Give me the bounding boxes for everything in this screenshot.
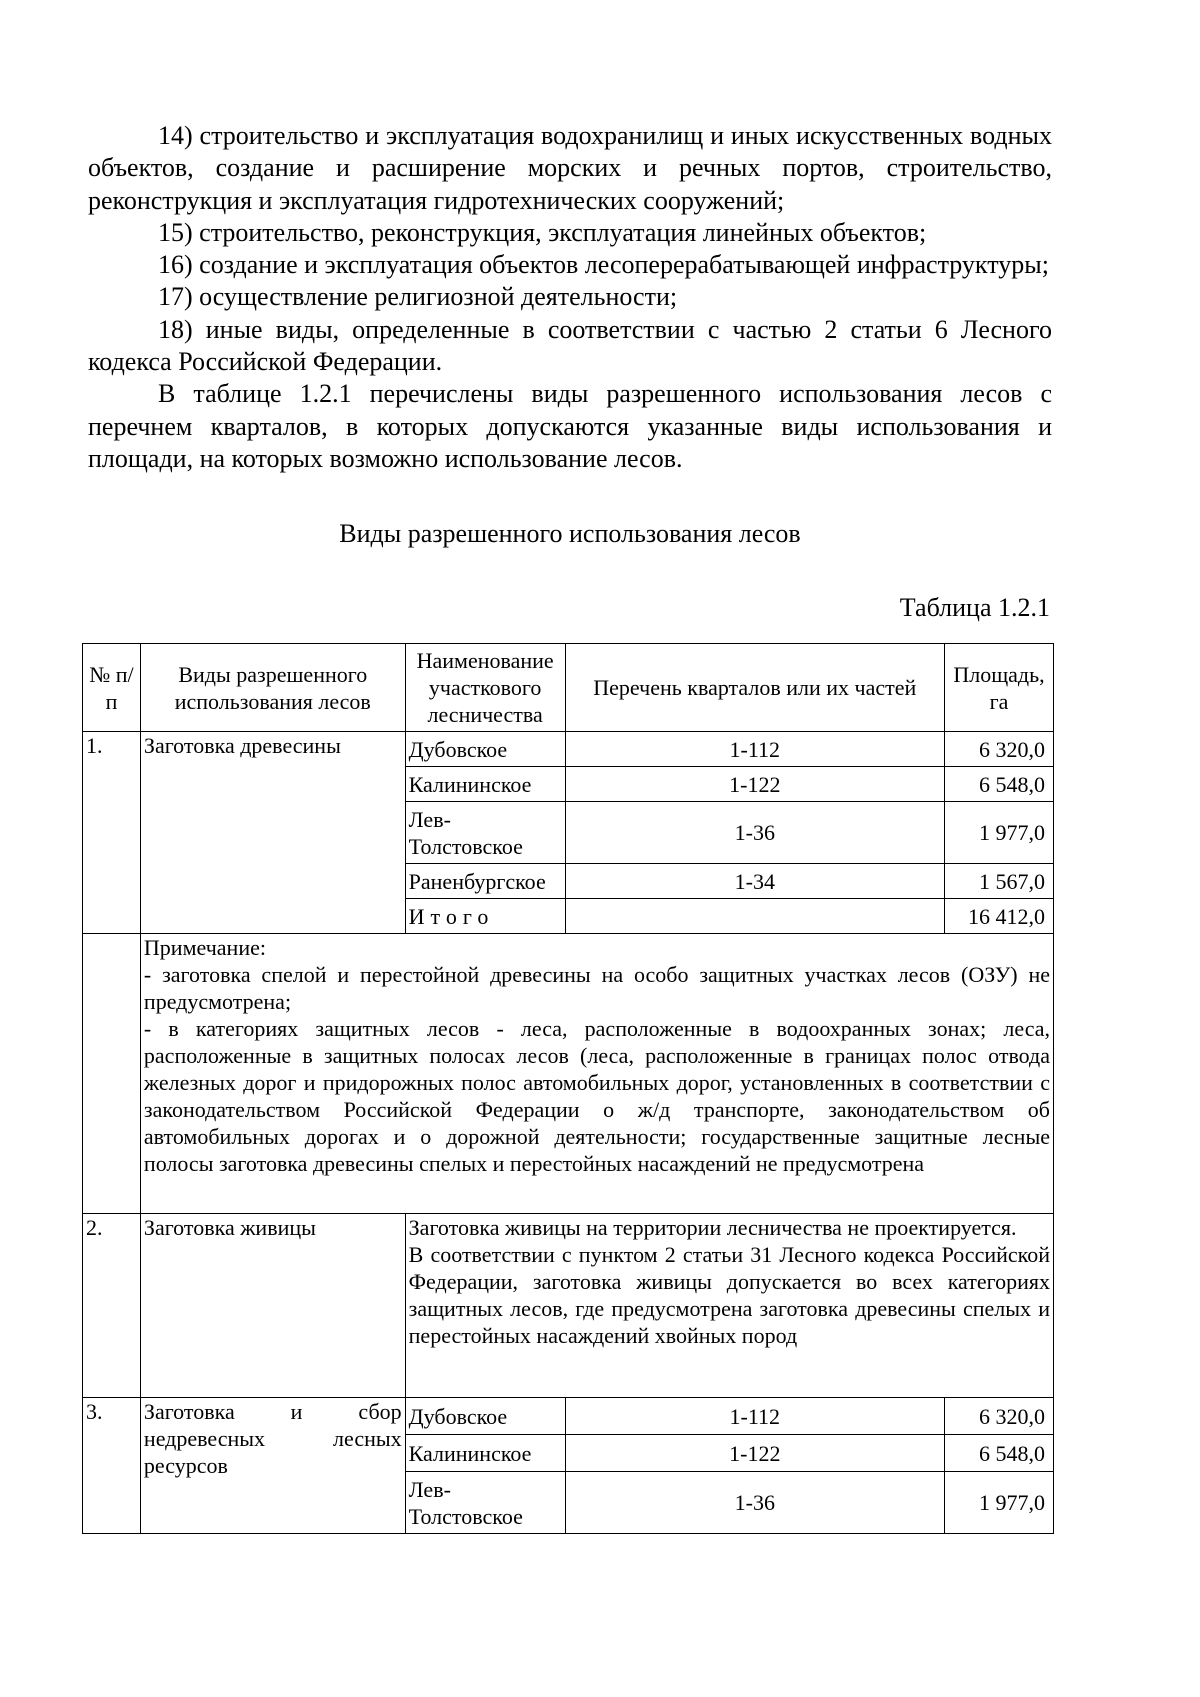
row1-area-2: 1 977,0 — [944, 802, 1053, 864]
row1-note — [140, 934, 1053, 1214]
row3-quarters-1: 1-122 — [565, 1435, 944, 1472]
paragraph-16: 16) создание и эксплуатация объектов лесоперерабатывающей инфраструктуры; — [158, 250, 1049, 280]
paragraph-intro: В таблице 1.2.1 перечислены виды разрешенного использования лесов с перечнем кварталов, в которых допускаются указанные виды использования и площади, на которых возможно использование лесов. — [88, 379, 1052, 473]
paragraph-18: 18) иные виды, определенные в соответствии с частью 2 статьи 6 Лесного кодекса Российской Федерации. — [88, 314, 1052, 377]
row1-total-quarters — [565, 899, 944, 934]
row3-area-1: 6 548,0 — [944, 1435, 1053, 1472]
row3-quarters-0: 1-112 — [565, 1398, 944, 1435]
row1-total-area: 16 412,0 — [944, 899, 1053, 934]
table-number: Таблица 1.2.1 — [899, 593, 1050, 623]
table-row — [83, 1398, 1054, 1435]
row1-forestry-0: Дубовское — [405, 732, 565, 767]
note-title: Примечание: — [143, 935, 266, 960]
table-row — [83, 1214, 1054, 1398]
row3-num: 3. — [83, 1398, 141, 1534]
row1-quarters-1: 1-122 — [565, 767, 944, 802]
row2-text-2: В соответствии с пунктом 2 статьи 31 Лесного кодекса Российской Федерации, заготовка живицы допускается во всех категориях защитных лесов, где предусмотрена заготовка древесины спелых и перестойных насаждений хвойных пород — [408, 1242, 1050, 1348]
row2-text — [405, 1214, 1053, 1398]
header-num: № п/п — [83, 644, 141, 732]
row1-quarters-3: 1-34 — [565, 864, 944, 899]
row2-kind: Заготовка живицы — [140, 1214, 405, 1398]
row1-num: 1. — [83, 732, 141, 934]
row3-area-2: 1 977,0 — [944, 1472, 1053, 1534]
paragraph-14: 14) строительство и эксплуатация водохранилищ и иных искусственных водных объектов, создание и расширение морских и речных портов, строительство, реконструкция и эксплуатация гидротехнических сооружений; — [88, 121, 1052, 215]
paragraph-15: 15) строительство, реконструкция, эксплуатация линейных объектов; — [158, 217, 927, 247]
note-item-1: - заготовка спелой и перестойной древесины на особо защитных участках лесов (ОЗУ) не предусмотрена; — [143, 962, 1050, 1014]
row1-forestry-1: Калининское — [405, 767, 565, 802]
document-body — [88, 120, 1052, 623]
table-header-row — [83, 644, 1054, 732]
header-area: Площадь, га — [944, 644, 1053, 732]
forest-use-table — [82, 643, 1054, 1534]
row1-forestry-3: Раненбургское — [405, 864, 565, 899]
header-kind: Виды разрешенного использования лесов — [140, 644, 405, 732]
row2-text-1: Заготовка живицы на территории лесничества не проектируется. — [408, 1215, 1017, 1240]
table-caption: Виды разрешенного использования лесов — [339, 519, 801, 549]
row1-forestry-2: Лев-Толстовское — [405, 802, 565, 864]
row3-forestry-1: Калининское — [405, 1435, 565, 1472]
row1-area-3: 1 567,0 — [944, 864, 1053, 899]
row1-kind: Заготовка древесины — [140, 732, 405, 934]
header-quarters: Перечень кварталов или их частей — [565, 644, 944, 732]
paragraph-17: 17) осуществление религиозной деятельности; — [158, 282, 678, 312]
row3-area-0: 6 320,0 — [944, 1398, 1053, 1435]
row1-total-label: Итого — [405, 899, 565, 934]
row3-quarters-2: 1-36 — [565, 1472, 944, 1534]
row1-area-1: 6 548,0 — [944, 767, 1053, 802]
row3-kind: Заготовка и сбор недревесных лесных ресурсов — [140, 1398, 405, 1534]
row2-num: 2. — [83, 1214, 141, 1398]
row3-forestry-0: Дубовское — [405, 1398, 565, 1435]
row1-quarters-2: 1-36 — [565, 802, 944, 864]
row3-forestry-2: Лев-Толстовское — [405, 1472, 565, 1534]
row1-note-num-cell — [83, 934, 141, 1214]
row1-quarters-0: 1-112 — [565, 732, 944, 767]
table-note-row — [83, 934, 1054, 1214]
note-item-2: - в категориях защитных лесов - леса, расположенные в водоохранных зонах; леса, расположенные в защитных полосах лесов (леса, расположенные в границах полос отвода железных дорог и придорожных полос автомобильных дорог, установленных в соответствии с законодательством Российской Федерации о ж/д транспорте, законодательством об автомобильных дорогах и о дорожной деятельности; государственные защитные лесные полосы заготовка древесины спелых и перестойных насаждений не предусмотрена — [143, 1016, 1050, 1176]
header-forestry: Наименование участкового лесничества — [405, 644, 565, 732]
table-row — [83, 732, 1054, 767]
row1-area-0: 6 320,0 — [944, 732, 1053, 767]
